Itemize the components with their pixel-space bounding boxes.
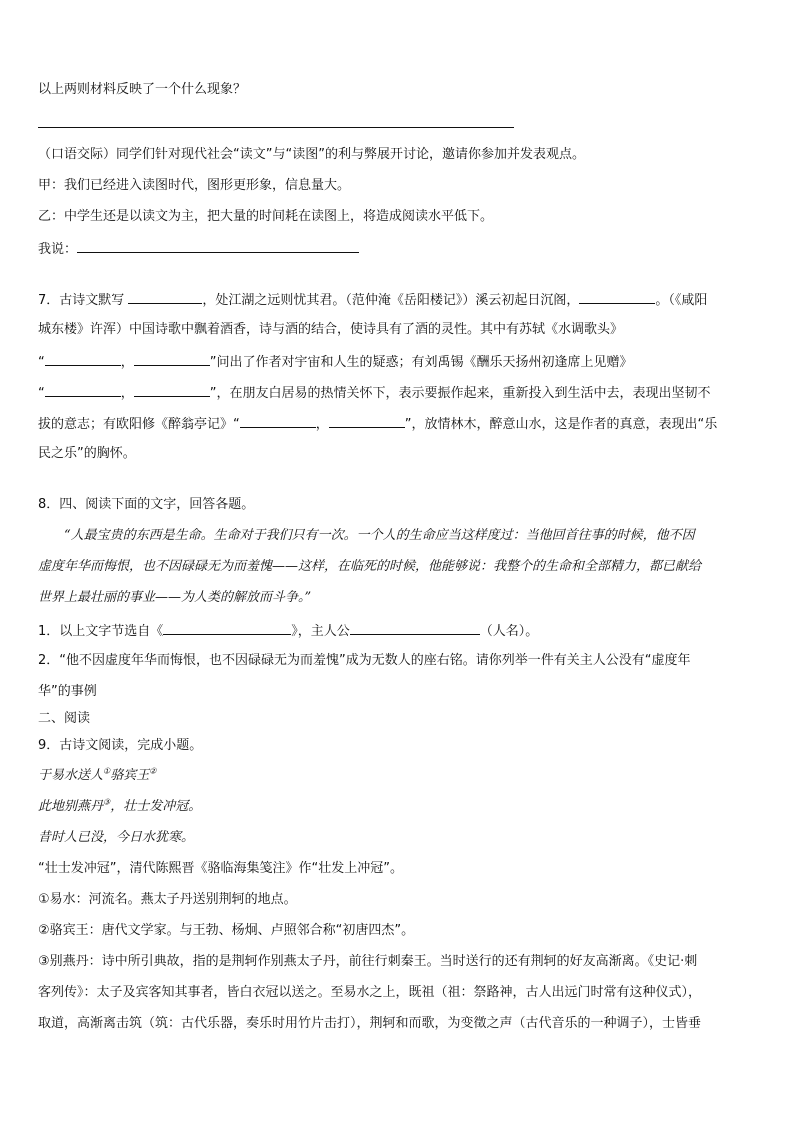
answer-blank[interactable] bbox=[77, 239, 359, 253]
q7-text: ， bbox=[120, 355, 134, 370]
poem-line-2: 昔时人已没，今日水犹寒。 bbox=[38, 830, 195, 845]
q7-text: 7．古诗文默写 bbox=[38, 293, 129, 308]
answer-blank[interactable] bbox=[350, 621, 480, 635]
answer-blank[interactable] bbox=[329, 414, 405, 428]
answer-blank[interactable] bbox=[579, 290, 655, 304]
q8-quote-3: 世界上最壮丽的事业——为人类的解放而斗争。” bbox=[38, 590, 312, 605]
answer-blank[interactable] bbox=[240, 414, 316, 428]
poem-text: 此地别燕丹 bbox=[38, 799, 104, 814]
note-3-line-1: ③别燕丹：诗中所引典故，指的是荆轲作别燕太子丹，前往行刺秦王。当时送行的还有荆轲的好友高渐离。《史记·刺 bbox=[38, 954, 698, 969]
q7-text: ”，在朋友白居易的热情关怀下，表示要振作起来，重新投入到生活中去，表现出坚韧不 bbox=[209, 386, 711, 401]
answer-blank[interactable] bbox=[134, 383, 210, 397]
q8-text: 》，主人公 bbox=[291, 624, 350, 639]
q8-sub2-line-1: 2．“他不因虚度年华而悔恨，也不因碌碌无为而羞愧”成为无数人的座右铭。请你列举一件有关主人公没有“虚度年 bbox=[38, 653, 691, 668]
oral-wo-line bbox=[38, 239, 359, 259]
q7-text: ”，放情林木，醉意山水，这是作者的真意，表现出“乐 bbox=[404, 417, 718, 432]
q7-text: ，处江湖之远则忧其君。（范仲淹《岳阳楼记》）溪云初起日沉阁， bbox=[202, 293, 580, 308]
answer-line[interactable] bbox=[38, 127, 514, 128]
oral-wo-label: 我说： bbox=[38, 242, 78, 257]
answer-blank[interactable] bbox=[45, 352, 121, 366]
q7-line-4 bbox=[38, 383, 711, 403]
q7-line-5 bbox=[38, 414, 717, 434]
q7-line-6: 民之乐”的胸怀。 bbox=[38, 446, 136, 461]
oral-yi: 乙：中学生还是以读文为主，把大量的时间耗在读图上，将造成阅读水平低下。 bbox=[38, 209, 494, 224]
material-question: 以上两则材料反映了一个什么现象？ bbox=[38, 82, 247, 97]
q7-text: 。（《咸阳 bbox=[655, 293, 708, 308]
section-heading: 二、阅读 bbox=[38, 711, 91, 726]
note-marker: ② bbox=[149, 766, 157, 776]
q7-line-3 bbox=[38, 352, 633, 372]
q9-title: 9．古诗文阅读，完成小题。 bbox=[38, 738, 203, 753]
answer-blank[interactable] bbox=[45, 383, 121, 397]
q7-text: ， bbox=[315, 417, 329, 432]
q8-text: （人名）。 bbox=[479, 624, 539, 639]
note-2: ②骆宾王：唐代文学家。与王勃、杨炯、卢照邻合称“初唐四杰”。 bbox=[38, 923, 415, 938]
q7-text: “ bbox=[38, 355, 45, 370]
q8-sub1 bbox=[38, 621, 538, 641]
poem-title-text: 于易水送人 bbox=[38, 768, 104, 783]
q7-text: ， bbox=[120, 386, 134, 401]
poem-text: ，壮士发冲冠。 bbox=[110, 799, 202, 814]
answer-blank[interactable] bbox=[128, 290, 202, 304]
q7-line-1 bbox=[38, 290, 707, 310]
q8-sub2-line-2: 华”的事例 bbox=[38, 684, 97, 699]
q8-text: 1．以上文字节选自《 bbox=[38, 624, 164, 639]
oral-jia: 甲：我们已经进入读图时代，图形更形象，信息量大。 bbox=[38, 178, 351, 193]
poem-title bbox=[38, 767, 156, 785]
note-3-line-2: 客列传》：太子及宾客知其事者，皆白衣冠以送之。至易水之上，既祖（祖：祭路神，古人出远门时常有这种仪式）， bbox=[38, 985, 702, 1000]
q8-title: 8．四、阅读下面的文字，回答各题。 bbox=[38, 497, 255, 512]
q7-text: “ bbox=[38, 386, 45, 401]
q7-text: 拔的意志；有欧阳修《醉翁亭记》“ bbox=[38, 417, 240, 432]
note-marker: ③ bbox=[103, 797, 111, 807]
poem-author: 骆宾王 bbox=[110, 768, 150, 783]
note-3-line-3: 取道，高渐离击筑（筑：古代乐器，奏乐时用竹片击打），荆轲和而歌，为变徵之声（古代音乐的一种调子），士皆垂 bbox=[38, 1016, 702, 1031]
q8-quote-2: 虚度年华而悔恨，也不因碌碌无为而羞愧——这样，在临死的时候，他能够说：我整个的生命和全部精力，都已献给 bbox=[38, 559, 702, 574]
q7-line-2: 城东楼》许浑）中国诗歌中飘着酒香，诗与酒的结合，使诗具有了酒的灵性。其中有苏轼《水调歌头》 bbox=[38, 322, 624, 337]
answer-blank[interactable] bbox=[163, 621, 291, 635]
note-marker: ① bbox=[103, 766, 111, 776]
note-1: ①易水：河流名。燕太子丹送别荆轲的地点。 bbox=[38, 892, 297, 907]
q8-quote-1: “人最宝贵的东西是生命。生命对于我们只有一次。一个人的生命应当这样度过：当他回首往事的时候，他不因 bbox=[64, 528, 695, 543]
q7-text: ”问出了作者对宇宙和人生的疑惑；有刘禹锡《酬乐天扬州初逢席上见赠》 bbox=[209, 355, 633, 370]
poem-line-1 bbox=[38, 798, 201, 816]
oral-intro: （口语交际）同学们针对现代社会“读文”与“读图”的利与弊展开讨论，邀请你参加并发表观点。 bbox=[38, 147, 585, 162]
note-0: “壮士发冲冠”，清代陈熙晋《骆临海集笺注》作“壮发上冲冠”。 bbox=[38, 861, 403, 876]
answer-blank[interactable] bbox=[134, 352, 210, 366]
